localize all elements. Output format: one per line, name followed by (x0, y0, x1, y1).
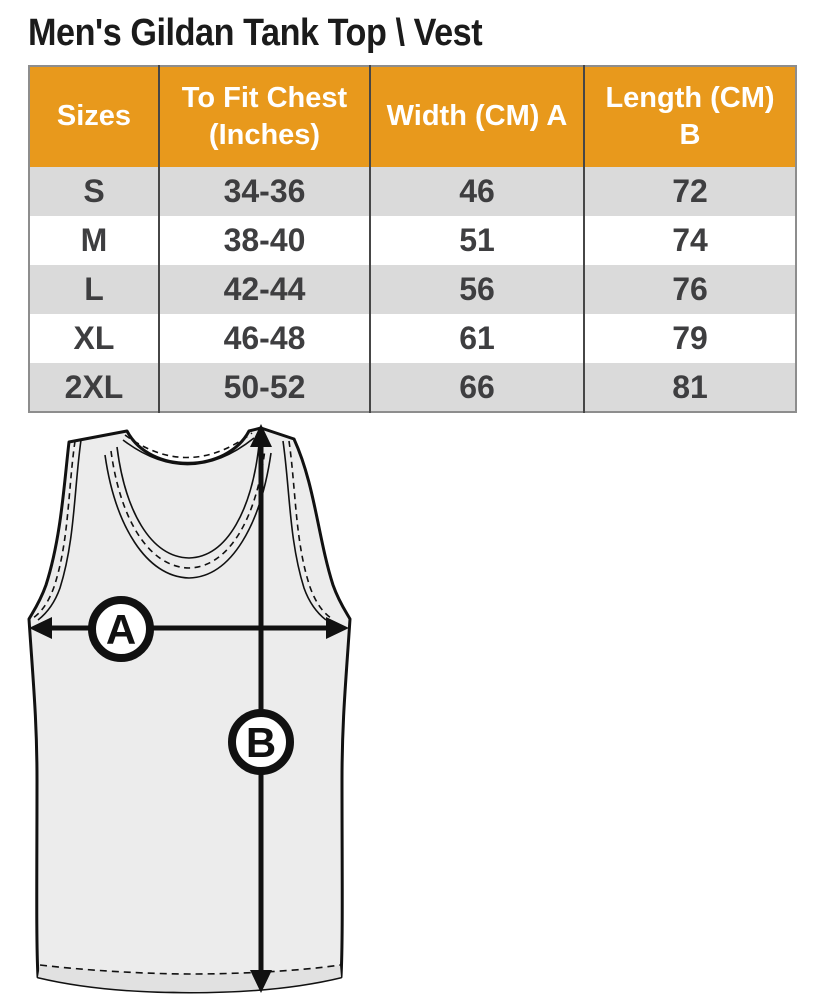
chest-cell: 50-52 (159, 363, 370, 412)
chest-cell: 46-48 (159, 314, 370, 363)
width-cell: 46 (370, 167, 584, 216)
length-cell: 72 (672, 173, 708, 209)
tank-top-illustration (0, 420, 380, 1007)
width-cell: 66 (370, 363, 584, 412)
table-row-xl (29, 314, 796, 363)
size-cell: XL (29, 314, 159, 363)
length-cell: 81 (672, 368, 708, 405)
table-row-m (29, 216, 796, 265)
header-width: Width (CM) A (370, 66, 584, 167)
table-row-l (29, 265, 796, 314)
size-cell: S (29, 167, 159, 216)
length-cell: 79 (672, 320, 708, 356)
length-marker-circle (232, 713, 290, 771)
width-cell: 51 (370, 216, 584, 265)
length-marker-label: B (245, 719, 277, 766)
chest-cell: 38-40 (159, 216, 370, 265)
chest-cell: 34-36 (159, 167, 370, 216)
size-cell: L (29, 265, 159, 314)
length-cell: 76 (672, 271, 708, 307)
page-title: Men's Gildan Tank Top \ Vest (28, 12, 483, 54)
size-cell: 2XL (29, 363, 159, 412)
width-marker-circle (92, 600, 150, 658)
width-cell: 61 (370, 314, 584, 363)
tank-top-diagram (0, 420, 380, 1007)
size-table-header (29, 66, 796, 167)
width-cell: 56 (370, 265, 584, 314)
length-cell: 74 (672, 222, 708, 258)
header-chest: To Fit Chest (Inches) (159, 66, 370, 167)
size-cell: M (29, 216, 159, 265)
table-row-s (29, 167, 796, 216)
width-marker-label: A (105, 606, 137, 653)
tank-silhouette (29, 428, 350, 992)
chest-cell: 42-44 (159, 265, 370, 314)
size-table (28, 65, 797, 413)
header-sizes: Sizes (29, 66, 159, 167)
table-row-2xl (29, 363, 796, 412)
header-length: Length (CM) B (584, 66, 796, 167)
